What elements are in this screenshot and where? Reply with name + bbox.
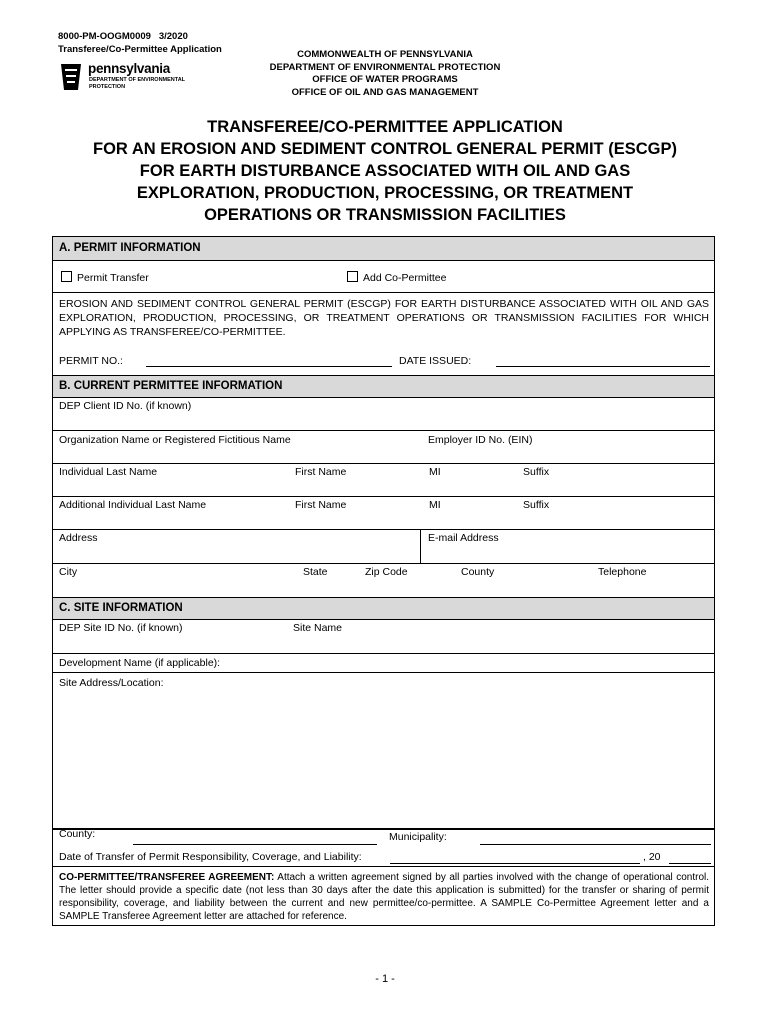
permit-no-label: PERMIT NO.: [59, 355, 123, 367]
development-name-label: Development Name (if applicable): [59, 657, 221, 669]
logo-subtitle [89, 77, 199, 91]
additional-suffix-label: Suffix [523, 499, 550, 511]
client-id-label: DEP Client ID No. (if known) [59, 400, 192, 412]
county-site-label: County: [59, 828, 96, 840]
address-row [53, 530, 714, 564]
permit-description: EROSION AND SEDIMENT CONTROL GENERAL PERMIT (ESCGP) FOR EARTH DISTURBANCE ASSOCIATED WITH OIL AND GAS EXPLORATION, PRODUCTION, PROCESSING, OR TREATMENT OPERATIONS OR TRANSMISSION FACILITIES FOR WHICH APPLYING AS TRANSFEREE/CO-PERMITTEE. [59, 298, 709, 338]
agency-line: COMMONWEALTH OF PENNSYLVANIA [297, 49, 473, 60]
permit-description-row [53, 293, 714, 376]
page-number: - 1 - [375, 973, 395, 985]
ein-label: Employer ID No. (EIN) [428, 434, 533, 446]
section-a-header [53, 237, 714, 261]
form-short-title: Transferee/Co-Permittee Application [58, 44, 222, 55]
agreement-body: Attach a written agreement signed by all parties involved with the change of operational control. The letter should provide a specific date (not less than 30 days after the date this application is submitted) for the transfer or sharing of permit responsibility, coverage, and liability between the current and new permittee/co-permittee. A SAMPLE Co-Permittee Agreement letter and a SAMPLE Transferee Agreement letter are attached for reference. [59, 872, 710, 922]
logo-wordmark: pennsylvania [88, 61, 170, 76]
date-transfer-label: Date of Transfer of Permit Responsibility, Coverage, and Liability: [59, 851, 362, 863]
organization-row [53, 431, 714, 464]
logo-subtitle-line: PROTECTION [89, 84, 126, 90]
form-number: 8000-PM-OOGM0009 3/2020 [58, 31, 188, 42]
agreement-label: CO-PERMITTEE/TRANSFEREE AGREEMENT: [59, 872, 275, 883]
date-issued-field[interactable] [496, 366, 710, 367]
city-row [53, 564, 714, 598]
section-b-title: B. CURRENT PERMITTEE INFORMATION [59, 380, 283, 392]
individual-last-name-label: Individual Last Name [59, 466, 158, 478]
permit-transfer-checkbox[interactable] [61, 271, 72, 282]
telephone-label: Telephone [598, 566, 647, 578]
agency-line: OFFICE OF WATER PROGRAMS [312, 74, 458, 85]
agreement-row [53, 867, 714, 925]
additional-name-row [53, 497, 714, 530]
agency-block [230, 49, 540, 99]
document-title [40, 116, 730, 226]
permit-type-row [53, 261, 714, 293]
city-label: City [59, 566, 78, 578]
pa-dep-logo [58, 62, 218, 94]
email-label: E-mail Address [428, 532, 499, 544]
section-c-title: C. SITE INFORMATION [59, 602, 183, 614]
site-name-label: Site Name [293, 622, 343, 634]
additional-first-name-label: First Name [295, 499, 347, 511]
first-name-label: First Name [295, 466, 347, 478]
title-line: FOR AN EROSION AND SEDIMENT CONTROL GENERAL PERMIT (ESCGP) [93, 140, 677, 158]
suffix-label: Suffix [523, 466, 550, 478]
state-label: State [303, 566, 328, 578]
permit-transfer-label: Permit Transfer [77, 272, 149, 284]
org-name-label: Organization Name or Registered Fictitious Name [59, 434, 291, 446]
additional-mi-label: MI [429, 499, 441, 511]
zip-code-label: Zip Code [365, 566, 408, 578]
address-divider [420, 530, 421, 563]
client-id-row[interactable] [53, 398, 714, 431]
mi-label: MI [429, 466, 441, 478]
application-form [52, 236, 715, 926]
agency-line: DEPARTMENT OF ENVIRONMENTAL PROTECTION [269, 61, 501, 73]
permit-transfer-option[interactable] [61, 271, 149, 284]
date-transfer-field[interactable] [390, 863, 640, 864]
keystone-logo-icon [58, 62, 84, 92]
year-prefix: , 20 [643, 851, 661, 863]
site-id-row [53, 620, 714, 654]
permit-no-field[interactable] [146, 366, 392, 367]
title-line: FOR EARTH DISTURBANCE ASSOCIATED WITH OIL AND GAS [139, 162, 631, 180]
individual-name-row [53, 464, 714, 497]
section-b-header [53, 376, 714, 398]
add-copermittee-label: Add Co-Permittee [363, 272, 447, 284]
section-c-header [53, 598, 714, 620]
address-label: Address [59, 532, 98, 544]
logo-subtitle-line: DEPARTMENT OF ENVIRONMENTAL [89, 77, 186, 83]
development-name-row [53, 654, 714, 673]
year-field[interactable] [669, 863, 711, 864]
county-row-border [53, 829, 714, 848]
date-issued-label: DATE ISSUED: [399, 355, 472, 367]
title-line: OPERATIONS OR TRANSMISSION FACILITIES [204, 206, 566, 224]
site-address-label: Site Address/Location: [59, 677, 164, 689]
title-line: EXPLORATION, PRODUCTION, PROCESSING, OR TREATMENT [136, 184, 634, 202]
county-label: County [461, 566, 495, 578]
additional-last-name-label: Additional Individual Last Name [59, 499, 207, 511]
site-id-label: DEP Site ID No. (if known) [59, 622, 183, 634]
municipality-label: Municipality: [389, 831, 447, 843]
title-line: TRANSFEREE/CO-PERMITTEE APPLICATION [207, 118, 563, 136]
agency-line: OFFICE OF OIL AND GAS MANAGEMENT [291, 86, 479, 98]
add-copermittee-option[interactable] [347, 271, 446, 284]
section-a-title: A. PERMIT INFORMATION [59, 242, 201, 254]
date-transfer-row [53, 847, 714, 867]
agreement-text [59, 871, 709, 923]
form-header [58, 30, 222, 56]
add-copermittee-checkbox[interactable] [347, 271, 358, 282]
